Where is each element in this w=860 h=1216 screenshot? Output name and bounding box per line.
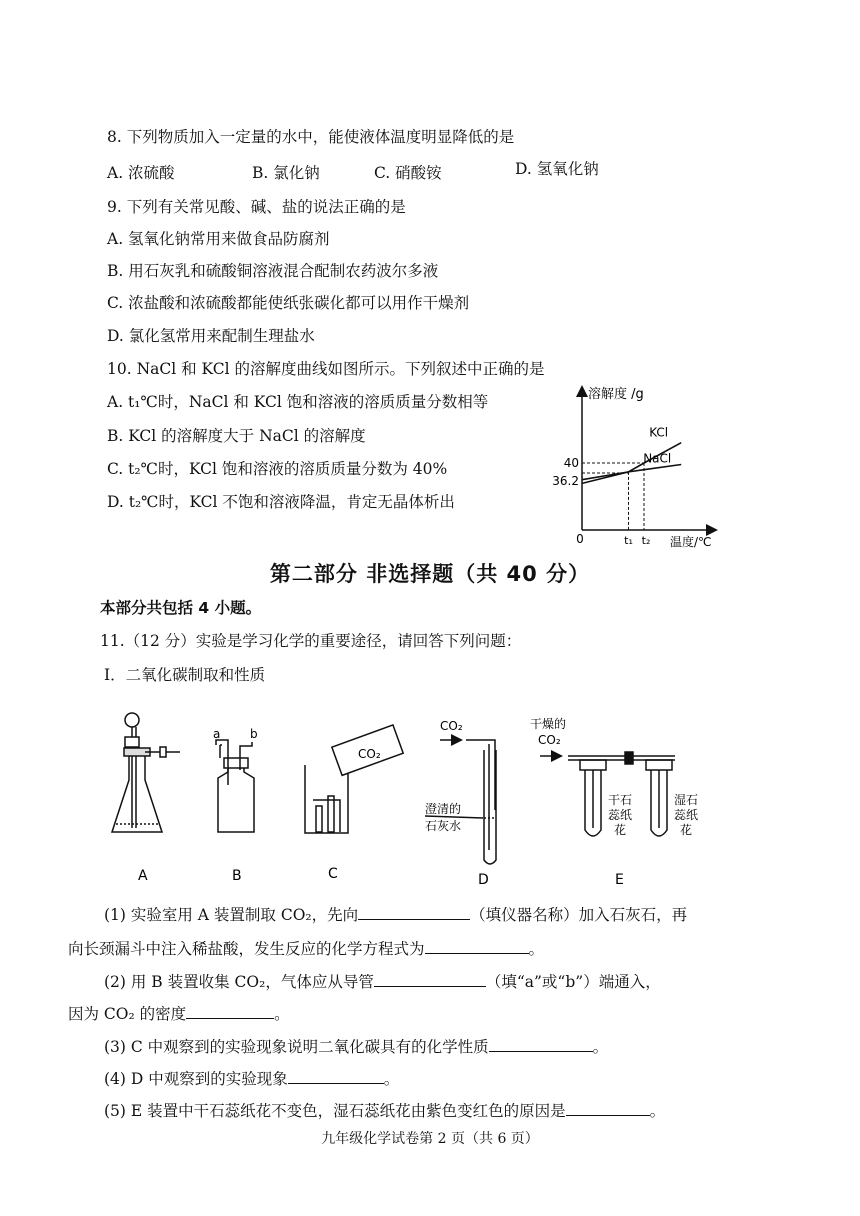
q10-option-c: C. t₂℃时，KCl 饱和溶液的溶质质量分数为 40% bbox=[107, 460, 448, 478]
y-tick-40: 40 bbox=[563, 456, 579, 470]
series-label-kcl: KCl bbox=[649, 425, 669, 440]
section-2-note: 本部分共包括 4 小题。 bbox=[100, 599, 262, 617]
label-dry-flower-1: 干石 bbox=[608, 793, 633, 807]
q9-stem: 9. 下列有关常见酸、碱、盐的说法正确的是 bbox=[107, 198, 406, 216]
q10-option-d: D. t₂℃时，KCl 不饱和溶液降温，肯定无晶体析出 bbox=[107, 493, 455, 511]
q10-option-b: B. KCl 的溶解度大于 NaCl 的溶解度 bbox=[107, 427, 366, 445]
q11-p4-end: 。 bbox=[383, 1070, 400, 1088]
q11-p2-part2: （填“a”或“b”）端通入， bbox=[485, 973, 661, 991]
y-axis-title: 溶解度 /g bbox=[588, 387, 644, 402]
section-2-title: 第二部分 非选择题（共 40 分） bbox=[269, 562, 591, 586]
origin-label: 0 bbox=[576, 532, 584, 546]
blank-2-1[interactable] bbox=[374, 969, 486, 987]
q11-stem: 11.（12 分）实验是学习化学的重要途径，请回答下列问题： bbox=[100, 632, 522, 650]
blank-1-1[interactable] bbox=[358, 902, 470, 920]
series-line-nacl bbox=[582, 464, 681, 479]
x-tick-t1: t₁ bbox=[624, 534, 633, 547]
q11-subtitle: Ⅰ．二氧化碳制取和性质 bbox=[104, 666, 266, 684]
label-limewater-1: 澄清的 bbox=[425, 802, 462, 816]
apparatus-b bbox=[216, 740, 254, 832]
figure-label-a: A bbox=[138, 868, 148, 884]
q11-p5: (5) E 装置中干石蕊纸花不变色，湿石蕊纸花由紫色变红色的原因是 bbox=[104, 1102, 566, 1120]
y-tick-36-2: 36.2 bbox=[552, 474, 579, 489]
q8-option-b: B. 氯化钠 bbox=[252, 164, 320, 182]
label-a-port: a bbox=[213, 727, 221, 741]
x-tick-t2: t₂ bbox=[641, 534, 651, 547]
figure-label-b: B bbox=[232, 868, 242, 884]
apparatus-diagram bbox=[100, 700, 740, 895]
figure-label-d: D bbox=[478, 872, 489, 888]
chart-guides bbox=[582, 463, 644, 530]
label-co2-c: CO₂ bbox=[358, 747, 381, 761]
label-wet-flower-2: 蕊纸 bbox=[674, 808, 699, 822]
label-limewater-2: 石灰水 bbox=[425, 819, 462, 833]
q9-option-d: D. 氯化氢常用来配制生理盐水 bbox=[107, 327, 315, 345]
label-dry-co2: CO₂ bbox=[538, 733, 561, 747]
label-wet-flower-3: 花 bbox=[680, 823, 693, 837]
q11-p2-end: 。 bbox=[274, 1005, 290, 1023]
figure-label-c: C bbox=[328, 866, 338, 882]
q9-option-b: B. 用石灰乳和硫酸铜溶液混合配制农药波尔多液 bbox=[107, 262, 439, 280]
q11-p4: (4) D 中观察到的实验现象 bbox=[104, 1070, 288, 1088]
label-dry-flower-3: 花 bbox=[614, 823, 627, 837]
figure-label-e: E bbox=[615, 872, 624, 888]
q10-option-a: A. t₁℃时，NaCl 和 KCl 饱和溶液的溶质质量分数相等 bbox=[107, 393, 489, 411]
blank-1-2[interactable] bbox=[425, 936, 529, 954]
q11-p2-part1: (2) 用 B 装置收集 CO₂，气体应从导管 bbox=[104, 973, 374, 991]
q8-option-a: A. 浓硫酸 bbox=[107, 164, 175, 182]
x-axis-title: 温度/℃ bbox=[670, 535, 712, 549]
q11-p1-end: 。 bbox=[528, 940, 545, 958]
q11-p1-part2: （填仪器名称）加入石灰石，再 bbox=[470, 906, 688, 924]
blank-4[interactable] bbox=[288, 1066, 384, 1084]
label-b-port: b bbox=[250, 727, 258, 741]
label-dry-flower-2: 蕊纸 bbox=[608, 808, 633, 822]
q9-option-c: C. 浓盐酸和浓硫酸都能使纸张碳化都可以用作干燥剂 bbox=[107, 294, 470, 312]
q11-p2-part3: 因为 CO₂ 的密度 bbox=[68, 1005, 187, 1023]
q8-option-c: C. 硝酸铵 bbox=[374, 164, 442, 182]
blank-5[interactable] bbox=[566, 1098, 650, 1116]
q8-option-d: D. 氢氧化钠 bbox=[515, 160, 599, 178]
q11-p1-part1: (1) 实验室用 A 装置制取 CO₂，先向 bbox=[104, 906, 359, 924]
q11-p5-end: 。 bbox=[649, 1102, 666, 1120]
q11-p3-end: 。 bbox=[592, 1038, 609, 1056]
blank-2-2[interactable] bbox=[186, 1001, 274, 1019]
blank-3[interactable] bbox=[489, 1034, 593, 1052]
label-dry-1: 干燥的 bbox=[530, 717, 567, 731]
q11-p3: (3) C 中观察到的实验现象说明二氧化碳具有的化学性质 bbox=[104, 1038, 489, 1056]
q11-p1-part3: 向长颈漏斗中注入稀盐酸，发生反应的化学方程式为 bbox=[68, 940, 425, 958]
q9-option-a: A. 氢氧化钠常用来做食品防腐剂 bbox=[107, 230, 330, 248]
label-wet-flower-1: 湿石 bbox=[674, 793, 699, 807]
page-footer: 九年级化学试卷第 2 页（共 6 页） bbox=[321, 1131, 539, 1147]
q10-stem: 10. NaCl 和 KCl 的溶解度曲线如图所示。下列叙述中正确的是 bbox=[107, 360, 545, 378]
q8-stem: 8. 下列物质加入一定量的水中，能使液体温度明显降低的是 bbox=[107, 128, 515, 146]
apparatus-a bbox=[112, 713, 180, 832]
apparatus-c bbox=[305, 725, 403, 833]
label-co2-d: CO₂ bbox=[440, 719, 463, 733]
series-label-nacl: NaCl bbox=[643, 451, 672, 466]
solubility-chart bbox=[530, 380, 730, 550]
